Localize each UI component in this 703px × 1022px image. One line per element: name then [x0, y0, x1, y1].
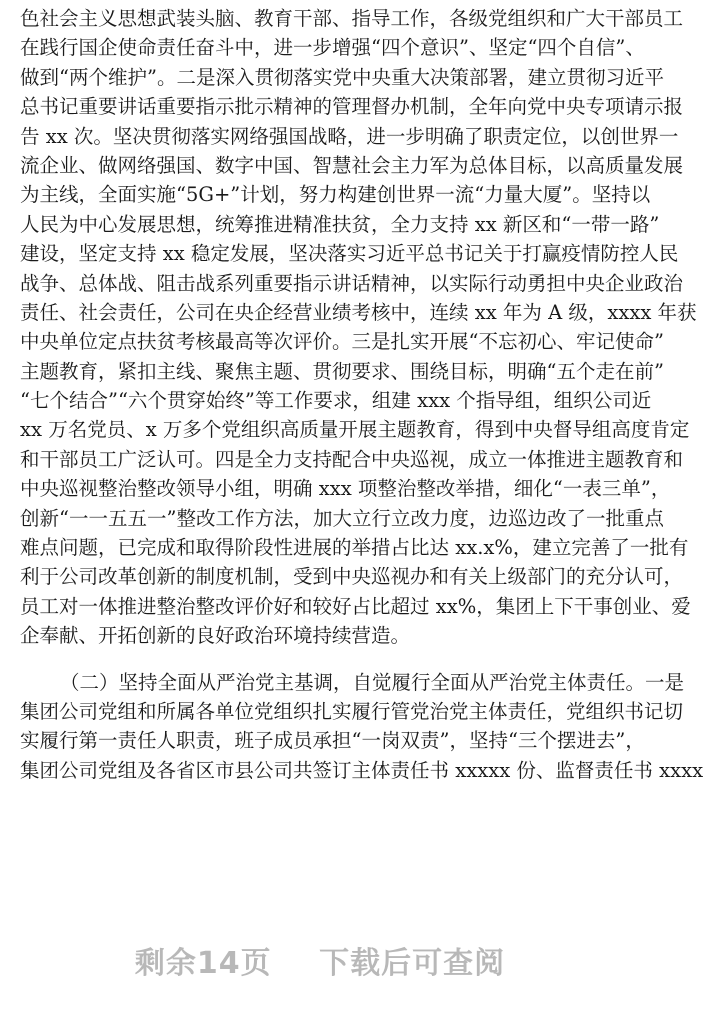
- text-line: 色社会主义思想武装头脑、教育干部、指导工作，各级党组织和广大干部员工: [20, 7, 684, 30]
- text-line: 和干部员工广泛认可。四是全力支持配合中央巡视，成立一体推进主题教育和: [20, 447, 684, 471]
- text-line: 总书记重要讲话重要指示批示精神的管理督办机制，全年向党中央专项请示报: [20, 95, 684, 119]
- text-line: 集团公司党组和所属各单位党组织扎实履行管党治党主体责任，党组织书记切: [20, 699, 684, 723]
- download-prompt[interactable]: [0, 938, 640, 982]
- text-line: 员工对一体推进整治整改评价好和较好占比超过 xx%，集团上下干事创业、爱: [20, 594, 691, 618]
- text-line: xx 万名党员、x 万多个党组织高质量开展主题教育，得到中央督导组高度肯定: [20, 418, 690, 442]
- text-line: 在践行国企使命责任奋斗中，进一步增强“四个意识”、坚定“四个自信”、: [20, 36, 645, 60]
- text-line: （二）坚持全面从严治党主基调，自觉履行全面从严治党主体责任。一是: [60, 670, 685, 694]
- text-line: 实履行第一责任人职责，班子成员承担“一岗双责”，坚持“三个摆进去”，: [20, 729, 645, 753]
- text-line: 责任、社会责任，公司在央企经营业绩考核中，连续 xx 年为 A 级，xxxx 年获: [20, 300, 697, 324]
- text-line: “七个结合”“六个贯穿始终”等工作要求，组建 xxx 个指导组，组织公司近: [20, 389, 652, 413]
- text-line: 难点问题，已完成和取得阶段性进展的举措占比达 xx.x%，建立完善了一批有: [20, 536, 689, 560]
- paragraph-gap: [20, 651, 598, 668]
- text-line: 流企业、做网络强国、数字中国、智慧社会主力军为总体目标，以高质量发展: [20, 153, 684, 177]
- text-line: 中央巡视整治整改领导小组，明确 xxx 项整治整改举措，细化“一表三单”，: [20, 477, 671, 501]
- remaining-pages-label: 剩余14页: [134, 946, 272, 981]
- text-line: 为主线，全面实施“5G+”计划，努力构建创世界一流“力量大厦”。坚持以: [20, 183, 651, 207]
- text-line: 战争、总体战、阻击战系列重要指示讲话精神，以实际行动勇担中央企业政治: [20, 271, 684, 295]
- paragraph-1: [20, 4, 697, 651]
- text-line: 集团公司党组及各省区市县公司共签订主体责任书 xxxxx 份、监督责任书 xxxx: [20, 758, 703, 782]
- text-line: 建设，坚定支持 xx 稳定发展，坚决落实习近平总书记关于打赢疫情防控人民: [20, 242, 679, 266]
- paragraph-2: [20, 668, 703, 786]
- download-to-view-label: 下载后可查阅: [319, 946, 506, 981]
- text-line: 中央单位定点扶贫考核最高等次评价。三是扎实开展“不忘初心、牢记使命”: [20, 330, 664, 354]
- text-line: 主题教育，紧扣主线、聚焦主题、贯彻要求、围绕目标，明确“五个走在前”: [20, 359, 664, 383]
- text-line: 利于公司改革创新的制度机制，受到中央巡视办和有关上级部门的充分认可，: [20, 565, 684, 589]
- text-line: 告 xx 次。坚决贯彻落实网络强国战略，进一步明确了职责定位，以创世界一: [20, 124, 679, 148]
- text-line: 创新“一一五五一”整改工作方法，加大立行立改力度，边巡边改了一批重点: [20, 506, 664, 530]
- text-line: 人民为中心发展思想，统筹推进精准扶贫，全力支持 xx 新区和“一带一路”: [20, 212, 660, 236]
- text-line: 企奉献、开拓创新的良好政治环境持续营造。: [20, 624, 411, 648]
- text-line: 做到“两个维护”。二是深入贯彻落实党中央重大决策部署，建立贯彻习近平: [20, 65, 664, 89]
- document-page: [20, 4, 703, 785]
